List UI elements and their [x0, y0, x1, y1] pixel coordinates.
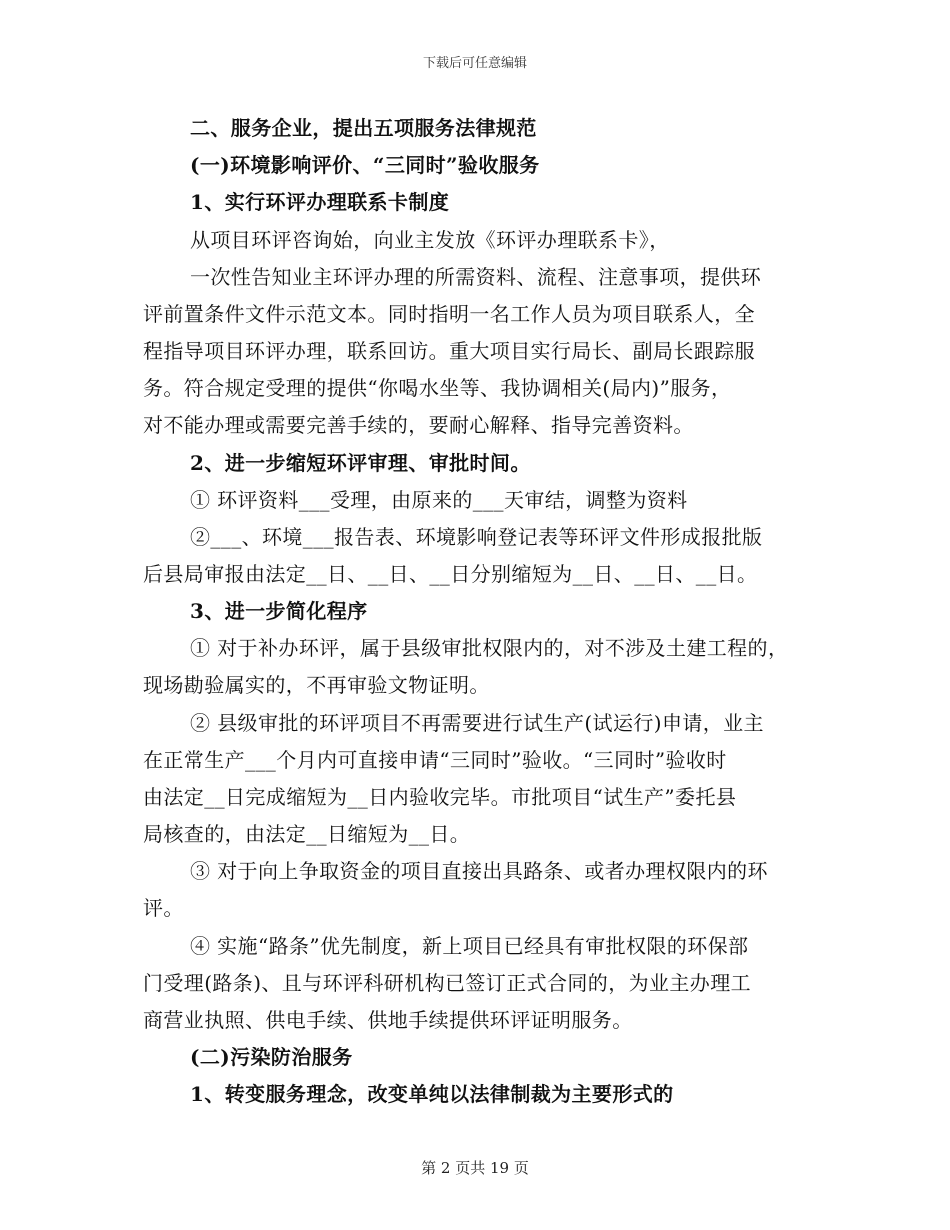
- heading-section-2: 二、服务企业，提出五项服务法律规范: [190, 116, 537, 140]
- paragraph-line: ③ 对于向上争取资金的项目直接出具路条、或者办理权限内的环: [190, 859, 768, 883]
- paragraph-line: ④ 实施“路条”优先制度，新上项目已经具有审批权限的环保部: [190, 934, 749, 958]
- paragraph-line: 现场勘验属实的，不再审验文物证明。: [143, 673, 490, 697]
- paragraph-line: ① 对于补办环评，属于县级审批权限内的，对不涉及土建工程的，: [190, 636, 789, 660]
- paragraph-line: 局核查的，由法定__日缩短为__日。: [143, 822, 471, 846]
- paragraph-line: 务。符合规定受理的提供“你喝水坐等、我协调相关(局内)”服务，: [143, 376, 732, 400]
- paragraph-line: 商营业执照、供电手续、供地手续提供环评证明服务。: [143, 1008, 633, 1032]
- heading-service-concept: 1、转变服务理念，改变单纯以法律制裁为主要形式的: [190, 1082, 674, 1106]
- heading-simplify-procedure: 3、进一步简化程序: [190, 599, 368, 623]
- paragraph-line: 程指导项目环评办理，联系回访。重大项目实行局长、副局长跟踪服: [143, 339, 755, 363]
- paragraph-line: 由法定__日完成缩短为__日内验收完毕。市批项目“试生产”委托县: [143, 785, 737, 809]
- paragraph-line: 在正常生产___个月内可直接申请“三同时”验收。“三同时”验收时: [143, 748, 727, 772]
- heading-pollution-service: (二)污染防治服务: [190, 1045, 353, 1069]
- paragraph-line: 门受理(路条)、且与环评科研机构已签订正式合同的，为业主办理工: [143, 971, 752, 995]
- page-number: 第 2 页共 19 页: [421, 1159, 529, 1177]
- paragraph-line: ②___、环境___报告表、环境影响登记表等环评文件形成报批版: [190, 525, 763, 549]
- paragraph-line: 评。: [143, 896, 184, 920]
- paragraph-line: ① 环评资料___受理，由原来的___天审结，调整为资料: [190, 488, 688, 512]
- heading-eia-service: (一)环境影响评价、“三同时”验收服务: [190, 153, 540, 177]
- paragraph-line: ② 县级审批的环评项目不再需要进行试生产(试运行)申请，业主: [190, 711, 764, 735]
- paragraph-line: 后县局审报由法定__日、__日、__日分别缩短为__日、__日、__日。: [143, 562, 758, 586]
- header-note: 下载后可任意编辑: [422, 56, 527, 71]
- paragraph-line: 从项目环评咨询始，向业主发放《环评办理联系卡》，: [190, 228, 670, 252]
- heading-shorten-time: 2、进一步缩短环评审理、审批时间。: [190, 451, 531, 475]
- paragraph-line: 一次性告知业主环评办理的所需资料、流程、注意事项，提供环: [190, 265, 762, 289]
- paragraph-line: 评前置条件文件示范文本。同时指明一名工作人员为项目联系人，全: [143, 302, 755, 326]
- paragraph-line: 对不能办理或需要完善手续的，要耐心解释、指导完善资料。: [143, 413, 694, 437]
- heading-contact-card: 1、实行环评办理联系卡制度: [190, 190, 450, 214]
